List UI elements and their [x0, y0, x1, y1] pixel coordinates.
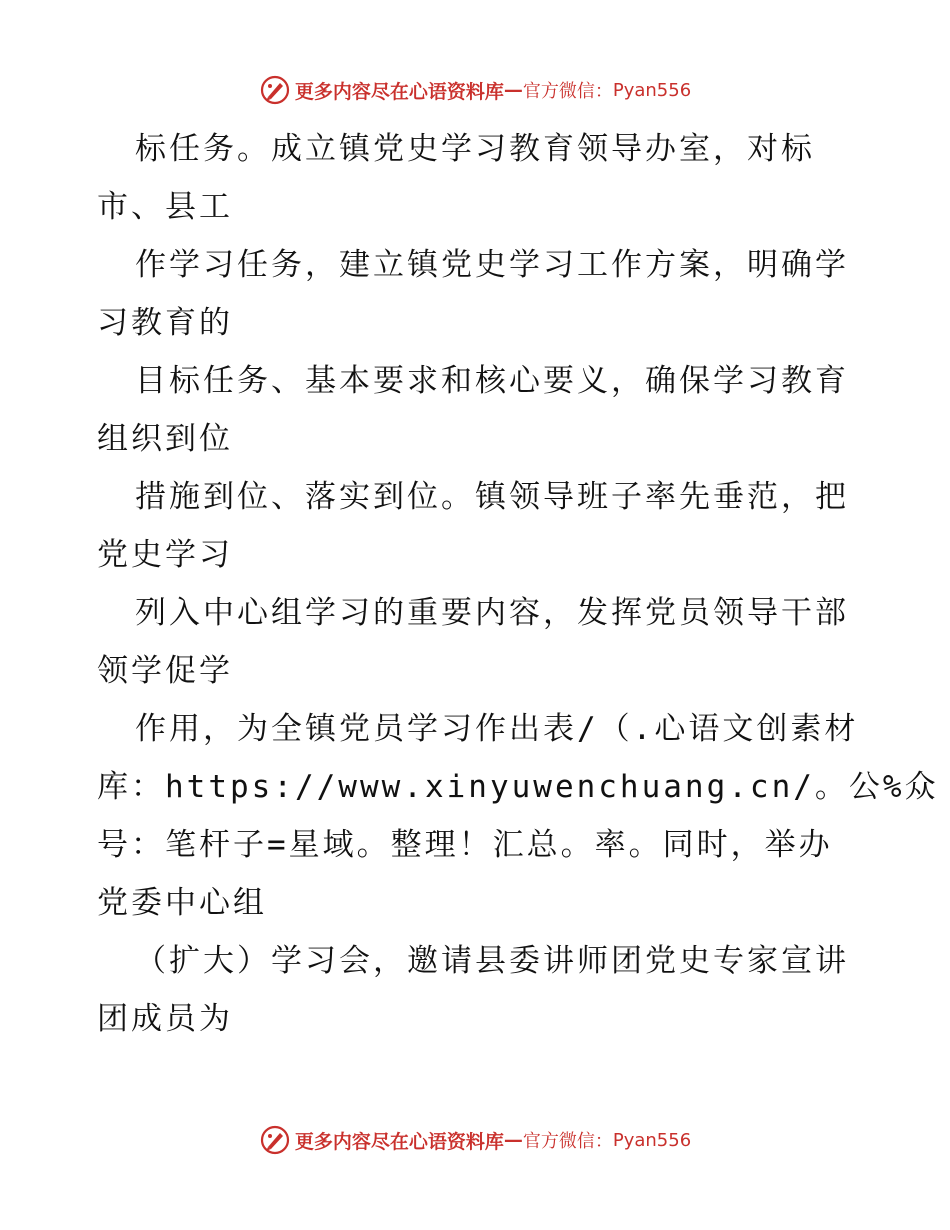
body-line: 目标任务、基本要求和核心要义，确保学习教育: [135, 363, 849, 399]
header-wechat-id: Pyan556: [612, 79, 692, 101]
body-line: 库：https://www.xinyuwenchuang.cn/。公%众: [97, 769, 939, 805]
footer-wechat-label: 官方微信：: [522, 1131, 613, 1152]
quill-pen-logo-icon: [259, 74, 291, 106]
body-line: 措施到位、落实到位。镇领导班子率先垂范，把: [135, 479, 849, 515]
body-line: 列入中心组学习的重要内容，发挥党员领导干部: [135, 595, 849, 631]
body-line: 党史学习: [97, 537, 233, 573]
footer-banner: [0, 1120, 950, 1160]
body-line: 组织到位: [97, 421, 233, 457]
body-line: 党委中心组: [97, 885, 267, 921]
body-line: 标任务。成立镇党史学习教育领导办室，对标: [135, 131, 815, 167]
footer-brand-text: 更多内容尽在心语资料库: [294, 1130, 504, 1153]
body-line: 号：笔杆子=星域。整理！汇总。率。同时，举办: [97, 827, 833, 863]
body-line: 领学促学: [97, 653, 233, 689]
document-body: [97, 120, 939, 1048]
body-line: 习教育的: [97, 305, 233, 341]
header-brand-text: 更多内容尽在心语资料库: [294, 80, 504, 103]
body-line: 团成员为: [97, 1001, 233, 1037]
body-line: 作用，为全镇党员学习作出表/（.心语文创素材: [135, 711, 859, 747]
quill-pen-logo-icon: [259, 1124, 291, 1156]
body-line: 作学习任务，建立镇党史学习工作方案，明确学: [135, 247, 849, 283]
footer-separator: —: [503, 1129, 523, 1151]
header-separator: —: [503, 79, 523, 101]
footer-wechat-id: Pyan556: [612, 1129, 692, 1151]
header-wechat-label: 官方微信：: [522, 81, 613, 102]
header-banner: [0, 70, 950, 110]
body-line: 市、县工: [97, 189, 233, 225]
body-line: （扩大）学习会，邀请县委讲师团党史专家宣讲: [135, 943, 849, 979]
